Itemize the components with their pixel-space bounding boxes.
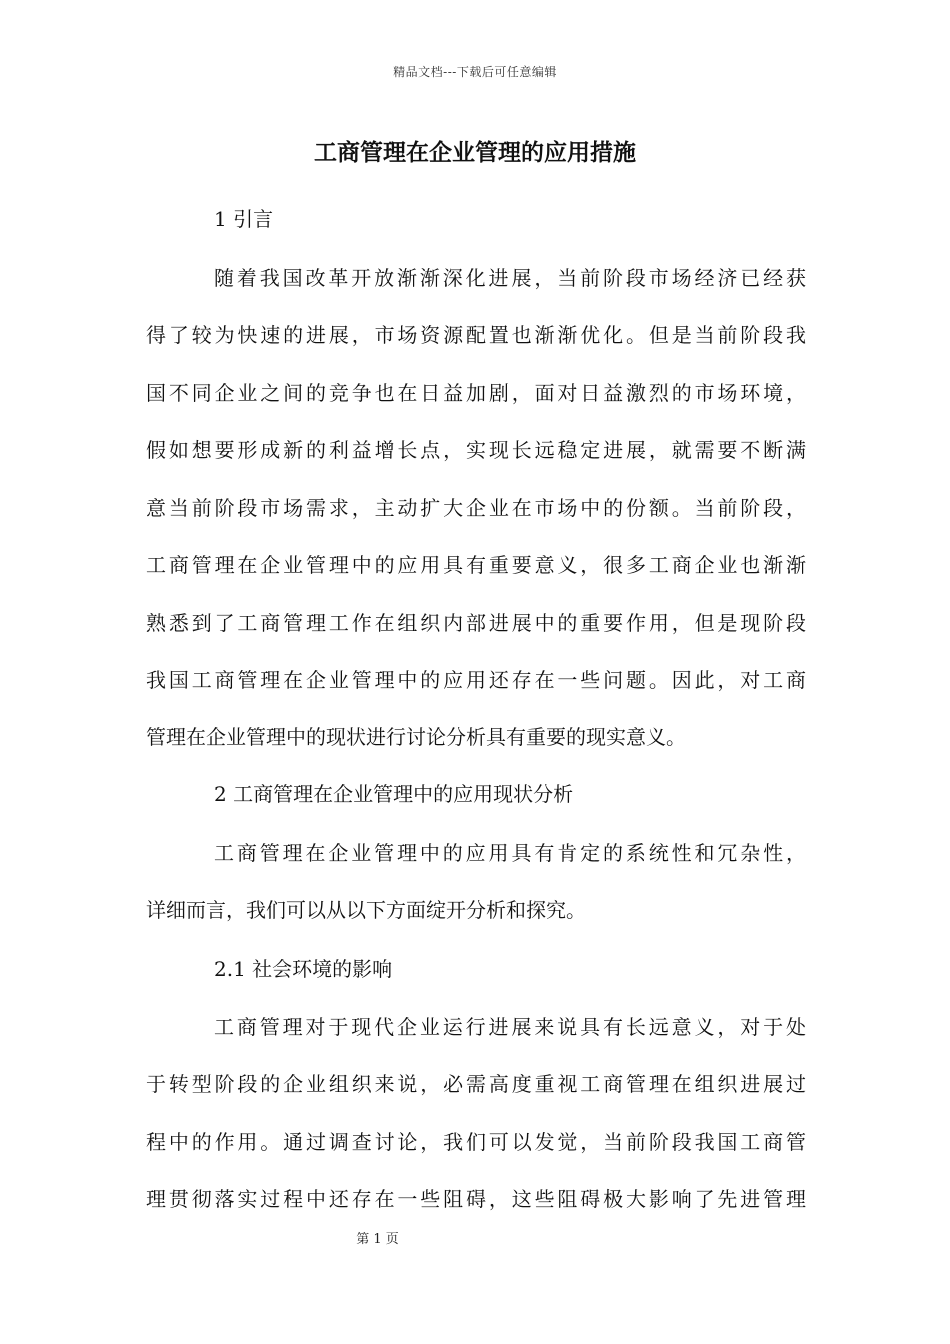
- page-number: 第 1 页: [356, 1232, 399, 1247]
- paragraph-line: 意当前阶段市场需求，主动扩大企业在市场中的份额。当前阶段，: [146, 496, 806, 520]
- section-heading-2: 2 工商管理在企业管理中的应用现状分析: [214, 782, 574, 806]
- paragraph-line: 我国工商管理在企业管理中的应用还存在一些问题。因此，对工商: [146, 668, 806, 692]
- paragraph-line: 工商管理在企业管理中的应用具有重要意义，很多工商企业也渐渐: [146, 553, 806, 577]
- document-title: 工商管理在企业管理的应用措施: [314, 139, 636, 166]
- section-heading-intro: 1 引言: [214, 207, 274, 231]
- page-header: 精品文档---下载后可任意编辑: [393, 65, 557, 79]
- section-heading-2-1: 2.1 社会环境的影响: [214, 957, 393, 981]
- paragraph-line: 得了较为快速的进展，市场资源配置也渐渐优化。但是当前阶段我: [146, 323, 806, 347]
- paragraph-line: 详细而言，我们可以从以下方面绽开分析和探究。: [146, 898, 586, 922]
- paragraph-line: 随着我国改革开放渐渐深化进展，当前阶段市场经济已经获: [214, 266, 806, 290]
- paragraph-line: 于转型阶段的企业组织来说，必需高度重视工商管理在组织进展过: [146, 1072, 806, 1096]
- paragraph-line: 理贯彻落实过程中还存在一些阻碍，这些阻碍极大影响了先进管理: [146, 1187, 806, 1211]
- paragraph-line: 假如想要形成新的利益增长点，实现长远稳定进展，就需要不断满: [146, 438, 806, 462]
- paragraph-line: 国不同企业之间的竞争也在日益加剧，面对日益激烈的市场环境，: [146, 381, 806, 405]
- paragraph-line: 管理在企业管理中的现状进行讨论分析具有重要的现实意义。: [146, 725, 686, 749]
- paragraph-line: 熟悉到了工商管理工作在组织内部进展中的重要作用，但是现阶段: [146, 611, 806, 635]
- paragraph-line: 工商管理在企业管理中的应用具有肯定的系统性和冗杂性，: [214, 841, 806, 865]
- paragraph-line: 程中的作用。通过调查讨论，我们可以发觉，当前阶段我国工商管: [146, 1130, 806, 1154]
- paragraph-line: 工商管理对于现代企业运行进展来说具有长远意义，对于处: [214, 1015, 806, 1039]
